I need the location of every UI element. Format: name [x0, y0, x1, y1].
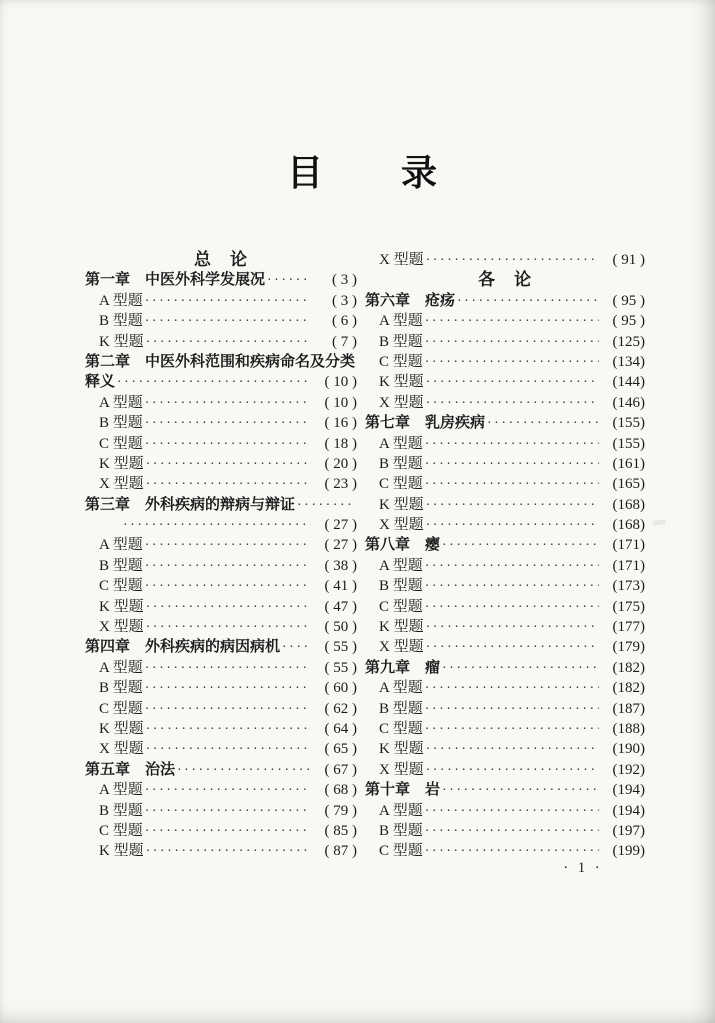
page-number: ( 47 ) [324, 598, 357, 615]
entry-label: X 型题 [99, 476, 144, 493]
dot-leader [425, 311, 599, 332]
dot-leader [146, 719, 311, 740]
page-number: ( 87 ) [324, 843, 357, 860]
toc-entry-chapter [365, 535, 645, 555]
page-number: ( 27 ) [324, 517, 357, 534]
dot-leader [145, 821, 311, 842]
dot-leader [426, 393, 599, 414]
page-number-footer: · 1 · [563, 860, 603, 876]
page-number: (125) [612, 333, 645, 350]
page-number: ( 95 ) [612, 292, 645, 309]
dot-leader [425, 576, 599, 597]
toc-entry-continuation [85, 515, 357, 535]
entry-label: 第八章 瘿 [365, 536, 441, 554]
dot-leader [146, 454, 311, 475]
dot-leader [145, 658, 311, 679]
dot-leader [145, 535, 311, 556]
dot-leader [426, 495, 599, 516]
entry-label: A 型题 [379, 557, 423, 574]
toc-entry-subsection [365, 617, 645, 637]
toc-entry-subsection [365, 597, 645, 617]
dot-leader [425, 719, 599, 740]
dot-leader [425, 699, 599, 720]
page-number: ( 41 ) [324, 578, 357, 595]
entry-label: B 型题 [379, 455, 423, 472]
toc-entry-chapter [85, 270, 357, 290]
entry-label: K 型题 [379, 741, 424, 758]
toc-entry-chapter [85, 760, 357, 780]
toc-entry-subsection [85, 393, 357, 413]
toc-entry-subsection [85, 434, 357, 454]
page-number: (171) [612, 537, 645, 554]
toc-entry-subsection [365, 739, 645, 759]
toc-entry-subsection [365, 821, 645, 841]
entry-label: 第二章 中医外科范围和疾病命名及分类 [85, 352, 356, 370]
dot-leader [425, 352, 599, 373]
entry-label: X 型题 [379, 394, 424, 411]
page-number: (155) [612, 415, 645, 432]
toc-entry-chapter [85, 637, 357, 657]
page-number: ( 16 ) [324, 415, 357, 432]
toc-entry-subsection [365, 760, 645, 780]
page-number: (144) [612, 374, 645, 391]
toc-entry-subsection [85, 780, 357, 800]
page-number: (177) [612, 619, 645, 636]
entry-label: X 型题 [99, 741, 144, 758]
toc-entry-subsection [365, 801, 645, 821]
entry-label: 第七章 乳房疾病 [365, 414, 486, 432]
page-number: (197) [612, 822, 645, 839]
page-number: ( 18 ) [324, 435, 357, 452]
toc-entry-subsection [365, 576, 645, 596]
page-number: ( 10 ) [324, 374, 357, 391]
entry-label: B 型题 [99, 802, 143, 819]
entry-label: A 型题 [99, 394, 143, 411]
toc-entry-subsection [85, 311, 357, 331]
toc-entry-subsection [85, 332, 357, 352]
toc-entry-chapter [365, 413, 645, 433]
toc-entry-subsection [365, 332, 645, 352]
page-number: ( 6 ) [332, 313, 357, 330]
dot-leader [425, 474, 599, 495]
toc-entry-chapter-continuation [85, 372, 357, 392]
page-number: ( 65 ) [324, 741, 357, 758]
entry-label: A 型题 [379, 802, 423, 819]
page-number: (168) [612, 496, 645, 513]
page-number: (179) [612, 639, 645, 656]
dot-leader [425, 332, 599, 353]
entry-label: K 型题 [99, 843, 144, 860]
entry-label: 第三章 外科疾病的辩病与辩证 [85, 495, 296, 513]
entry-label: C 型题 [99, 435, 143, 452]
entry-label: A 型题 [379, 680, 423, 697]
dot-leader [146, 332, 311, 353]
toc-column-right [357, 250, 645, 862]
dot-leader [426, 760, 599, 781]
toc-entry-subsection [365, 474, 645, 494]
toc-entry-subsection [365, 393, 645, 413]
dot-leader [426, 372, 599, 393]
toc-entry-subsection [365, 699, 645, 719]
page-number: ( 64 ) [324, 720, 357, 737]
dot-leader [426, 637, 599, 658]
toc-entry-subsection [85, 841, 357, 861]
page-number: ( 68 ) [324, 782, 357, 799]
entry-label: B 型题 [379, 333, 423, 350]
page-number: ( 55 ) [324, 659, 357, 676]
page-number: (190) [612, 741, 645, 758]
entry-label: 释义 [85, 373, 116, 391]
entry-label: B 型题 [99, 313, 143, 330]
entry-label: K 型题 [379, 374, 424, 391]
toc-entry-subsection [365, 637, 645, 657]
entry-label: C 型题 [379, 843, 423, 860]
dot-leader [145, 678, 311, 699]
entry-label: X 型题 [99, 619, 144, 636]
dot-leader [123, 515, 311, 536]
dot-leader [145, 291, 311, 312]
dot-leader [146, 841, 311, 862]
page-number: ( 27 ) [324, 537, 357, 554]
toc-entry-chapter [365, 780, 645, 800]
entry-label: K 型题 [99, 598, 144, 615]
section-heading-label: 各 论 [478, 270, 532, 290]
page-number: (175) [612, 598, 645, 615]
toc-column-left [85, 250, 357, 862]
dot-leader [426, 617, 599, 638]
toc-entry-subsection [365, 372, 645, 392]
entry-label: 第四章 外科疾病的病因病机 [85, 638, 281, 656]
toc-entry-subsection [85, 678, 357, 698]
toc-entry-subsection [85, 739, 357, 759]
page-number: (187) [612, 700, 645, 717]
dot-leader [146, 597, 311, 618]
entry-label: A 型题 [379, 313, 423, 330]
entry-label: C 型题 [99, 822, 143, 839]
entry-label: K 型题 [99, 333, 144, 350]
toc-entry-subsection [365, 495, 645, 515]
entry-label: X 型题 [379, 517, 424, 534]
page-number: ( 20 ) [324, 455, 357, 472]
entry-label: 第五章 治法 [85, 760, 176, 778]
toc-entry-subsection [365, 352, 645, 372]
page-number: ( 60 ) [324, 680, 357, 697]
page-number: (199) [612, 843, 645, 860]
page-number: ( 85 ) [324, 822, 357, 839]
toc-entry-subsection [365, 250, 645, 270]
dot-leader [146, 474, 311, 495]
entry-label: C 型题 [99, 578, 143, 595]
dot-leader [117, 372, 311, 393]
page-number: (134) [612, 353, 645, 370]
page-number: ( 91 ) [612, 252, 645, 268]
toc-entry-subsection [85, 699, 357, 719]
toc-entry-subsection [85, 597, 357, 617]
dot-leader [442, 780, 599, 801]
toc-entry-subsection [85, 658, 357, 678]
page-number: (194) [612, 802, 645, 819]
page-number: ( 7 ) [332, 333, 357, 350]
page-number: (188) [612, 720, 645, 737]
dot-leader [267, 270, 311, 291]
toc-entry-chapter [85, 495, 357, 515]
dot-leader [425, 434, 599, 455]
entry-label: K 型题 [379, 619, 424, 636]
page-number: ( 38 ) [324, 557, 357, 574]
entry-label: B 型题 [379, 578, 423, 595]
dot-leader [145, 434, 311, 455]
entry-label: B 型题 [379, 822, 423, 839]
entry-label: 第十章 岩 [365, 781, 441, 799]
section-heading [85, 250, 357, 270]
page-number: ( 79 ) [324, 802, 357, 819]
dot-leader [145, 576, 311, 597]
dot-leader [442, 658, 599, 679]
section-heading [365, 270, 645, 290]
entry-label: C 型题 [379, 476, 423, 493]
page-number: ( 50 ) [324, 619, 357, 636]
toc-entry-subsection [85, 535, 357, 555]
dot-leader [145, 801, 311, 822]
page-number: (161) [612, 455, 645, 472]
dot-leader [426, 250, 599, 271]
entry-label: C 型题 [99, 700, 143, 717]
dot-leader [426, 515, 599, 536]
toc-entry-subsection [365, 556, 645, 576]
entry-label: A 型题 [99, 537, 143, 554]
page-number: ( 10 ) [324, 394, 357, 411]
toc-entry-subsection [85, 413, 357, 433]
entry-label: C 型题 [379, 353, 423, 370]
dot-leader [425, 801, 599, 822]
page-title: 目 录 [286, 152, 439, 193]
page-number: ( 3 ) [332, 272, 357, 289]
page-number: (194) [612, 782, 645, 799]
entry-label: K 型题 [379, 496, 424, 513]
dot-leader [457, 291, 599, 312]
dot-leader [146, 617, 311, 638]
dot-leader [145, 780, 311, 801]
entry-label: X 型题 [379, 252, 424, 268]
toc-entry-subsection [85, 556, 357, 576]
toc-entry-subsection [85, 617, 357, 637]
toc-entry-subsection [85, 291, 357, 311]
page-number: (168) [612, 517, 645, 534]
toc-entry-chapter [365, 658, 645, 678]
page-number: (182) [612, 659, 645, 676]
entry-label: A 型题 [379, 435, 423, 452]
page-number: ( 3 ) [332, 292, 357, 309]
section-heading-label: 总 论 [194, 250, 248, 269]
dot-leader [425, 678, 599, 699]
toc-columns [85, 250, 645, 862]
page-number: ( 55 ) [324, 639, 357, 656]
toc-entry-subsection [85, 474, 357, 494]
dot-leader [425, 454, 599, 475]
entry-label: A 型题 [99, 659, 143, 676]
dot-leader [297, 495, 355, 516]
page-number: (155) [612, 435, 645, 452]
entry-label: A 型题 [99, 292, 143, 309]
page-number: (182) [612, 680, 645, 697]
page-number: ( 95 ) [612, 313, 645, 330]
entry-label: K 型题 [99, 455, 144, 472]
page-number: ( 62 ) [324, 700, 357, 717]
entry-label: X 型题 [379, 761, 424, 778]
page-number: (171) [612, 557, 645, 574]
page-number: (165) [612, 476, 645, 493]
dot-leader [145, 413, 311, 434]
dot-leader [425, 556, 599, 577]
page-number: (192) [612, 761, 645, 778]
entry-label: K 型题 [99, 720, 144, 737]
dot-leader [487, 413, 599, 434]
entry-label: C 型题 [379, 720, 423, 737]
toc-entry-subsection [85, 454, 357, 474]
toc-entry-subsection [365, 434, 645, 454]
toc-entry-subsection [85, 719, 357, 739]
toc-entry-subsection [365, 311, 645, 331]
toc-entry-chapter [365, 291, 645, 311]
entry-label: 第六章 疮疡 [365, 291, 456, 309]
page-number: (173) [612, 578, 645, 595]
toc-entry-subsection [365, 719, 645, 739]
toc-entry-chapter [85, 352, 357, 372]
toc-entry-subsection [365, 841, 645, 861]
dot-leader [145, 556, 311, 577]
toc-entry-subsection [85, 801, 357, 821]
toc-entry-subsection [365, 515, 645, 535]
entry-label: 第一章 中医外科学发展况 [85, 271, 266, 289]
dot-leader [442, 535, 599, 556]
entry-label: B 型题 [379, 700, 423, 717]
page-number: (146) [612, 394, 645, 411]
toc-entry-subsection [85, 576, 357, 596]
dot-leader [145, 699, 311, 720]
entry-label: B 型题 [99, 415, 143, 432]
entry-label: C 型题 [379, 598, 423, 615]
dot-leader [282, 637, 311, 658]
dot-leader [425, 821, 599, 842]
toc-entry-subsection [85, 821, 357, 841]
dot-leader [177, 760, 311, 781]
dot-leader [145, 393, 311, 414]
entry-label: X 型题 [379, 639, 424, 656]
toc-entry-subsection [365, 678, 645, 698]
entry-label: B 型题 [99, 680, 143, 697]
dot-leader [146, 739, 311, 760]
entry-label: B 型题 [99, 557, 143, 574]
page-number: ( 23 ) [324, 476, 357, 493]
dot-leader [426, 739, 599, 760]
dot-leader [145, 311, 311, 332]
toc-entry-subsection [365, 454, 645, 474]
entry-label: A 型题 [99, 782, 143, 799]
entry-label: 第九章 瘤 [365, 658, 441, 676]
dot-leader [425, 597, 599, 618]
page-number: ( 67 ) [324, 761, 357, 778]
